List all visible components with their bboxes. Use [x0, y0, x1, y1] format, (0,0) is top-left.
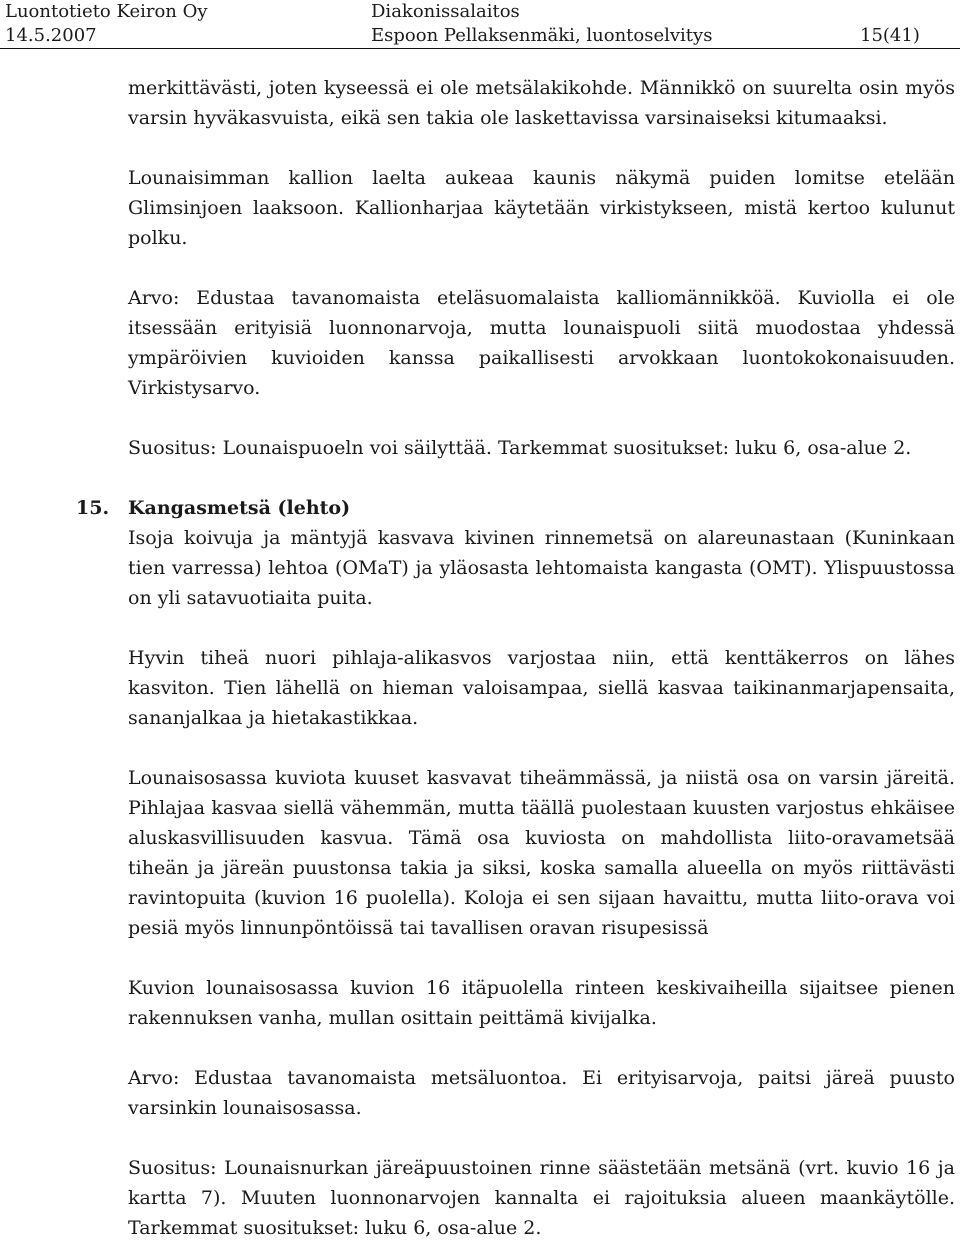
paragraph: Hyvin tiheä nuori pihlaja-alikasvos varjostaa niin, että kenttäkerros on lähes kasviton. Tien lähellä on hieman valoisampaa, siellä kasvaa taikinanmarjapensaita, sananjalkaa ja hietakastikkaa.	[128, 647, 955, 729]
section-title: Kangasmetsä (lehto)	[128, 497, 351, 519]
header-date: 14.5.2007	[5, 25, 97, 46]
paragraph: Isoja koivuja ja mäntyjä kasvava kivinen rinnemetsä on alareunastaan (Kuninkaan tien varressa) lehtoa (OMaT) ja yläosasta lehtomaista kangasta (OMT). Ylispuustossa on yli satavuotiaita puita.	[128, 527, 955, 609]
header-divider	[0, 48, 960, 49]
value-paragraph: Arvo: Edustaa tavanomaista eteläsuomalaista kalliomännikköä. Kuviolla ei ole itsessään erityisiä luonnonarvoja, mutta lounaispuoli siitä muodostaa yhdessä ympäröivien kuvioiden kanssa paikallisesti arvokkaan luontokokonaisuuden. Virkistysarvo.	[128, 287, 955, 399]
header-page-number: 15(41)	[860, 25, 920, 46]
section-number: 15.	[76, 497, 110, 519]
paragraph: merkittävästi, joten kyseessä ei ole metsälakikohde. Männikkö on suurelta osin myös varsin hyväkasvuista, eikä sen takia ole laskettavissa varsinaiseksi kitumaaksi.	[128, 77, 955, 129]
header-company: Luontotieto Keiron Oy	[5, 1, 208, 22]
paragraph: Lounaisosassa kuviota kuuset kasvavat tiheämmässä, ja niistä osa on varsin järeitä. Pihlajaa kasvaa siellä vähemmän, mutta täällä puolestaan kuusten varjostus ehkäisee aluskasvillisuuden kasvua. Tämä osa kuviosta on mahdollista liito-oravametsää tiheän ja järeän puustonsa takia ja siksi, koska samalla alueella on myös riittävästi ravintopuita (kuvion 16 puolella). Koloja ei sen sijaan havaittu, mutta liito-orava voi pesiä myös linnunpöntöissä tai tavallisen oravan risupesissä	[128, 767, 955, 939]
paragraph: Lounaisimman kallion laelta aukeaa kaunis näkymä puiden lomitse etelään Glimsinjoen laaksoon. Kallionharjaa käytetään virkistykseen, mistä kertoo kulunut polku.	[128, 167, 955, 249]
header-report-title: Espoon Pellaksenmäki, luontoselvitys	[371, 25, 713, 46]
value-paragraph: Arvo: Edustaa tavanomaista metsäluontoa. Ei erityisarvoja, paitsi järeä puusto varsinkin lounaisosassa.	[128, 1067, 955, 1119]
header-organization: Diakonissalaitos	[371, 1, 520, 22]
section-heading	[76, 493, 955, 523]
recommendation-paragraph: Suositus: Lounaisnurkan järeäpuustoinen rinne säästetään metsänä (vrt. kuvio 16 ja kartta 7). Muuten luonnonarvojen kannalta ei rajoituksia alueen maankäytölle. Tarkemmat suositukset: luku 6, osa-alue 2.	[128, 1157, 955, 1239]
document-body	[76, 73, 955, 1243]
paragraph: Kuvion lounaisosassa kuvion 16 itäpuolella rinteen keskivaiheilla sijaitsee pienen rakennuksen vanha, mullan osittain peittämä kivijalka.	[128, 977, 955, 1029]
recommendation-paragraph: Suositus: Lounaispuoeln voi säilyttää. Tarkemmat suositukset: luku 6, osa-alue 2.	[128, 437, 912, 459]
page-header	[0, 0, 960, 48]
